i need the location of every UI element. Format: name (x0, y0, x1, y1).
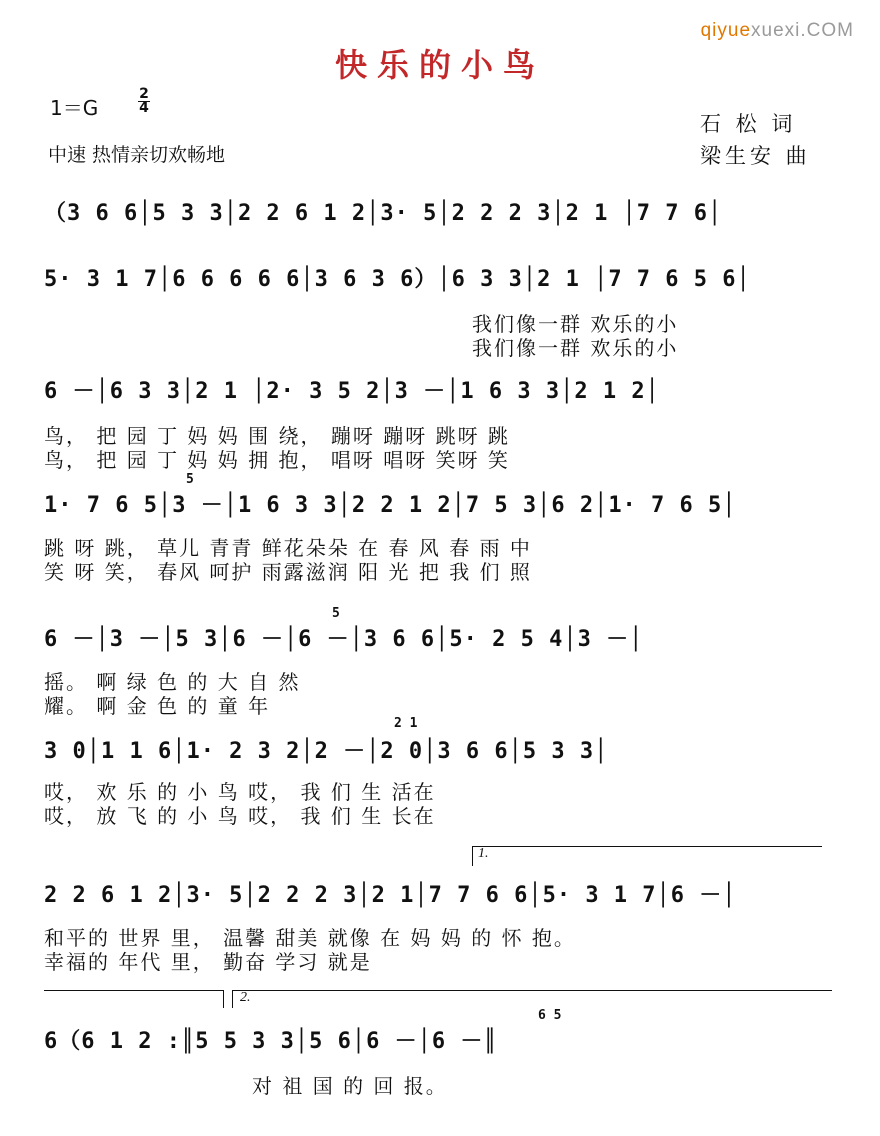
music-line-1: （3 6 6│5 3 3│2 2 6 1 2│3· 5│2 2 2 3│2 1 │7 7 6│ (44, 201, 723, 226)
lyricist-credit: 石 松 词 (700, 112, 797, 136)
volta-bracket-1 (472, 846, 822, 847)
lyric-line-3-verse-1: 鸟， 把 园 丁 妈 妈 围 绕， 蹦呀 蹦呀 跳呀 跳 (44, 424, 510, 448)
lyric-line-4-verse-2: 笑 呀 笑， 春风 呵护 雨露滋润 阳 光 把 我 们 照 (44, 560, 532, 584)
grace-note-3: 2 1 (394, 716, 418, 731)
music-line-8: 6（6 1 2 :║5 5 3 3│5 6│6 －│6 －║ (44, 1029, 498, 1054)
music-line-2: 5· 3 1 7│6 6 6 6 6│3 6 3 6）│6 3 3│2 1 │7 7 6 5 6│ (44, 267, 751, 292)
composer-credit: 梁生安 曲 (700, 144, 811, 168)
volta-bracket-2 (232, 990, 832, 991)
volta-label-2: 2. (240, 990, 251, 1005)
grace-note-4: 6 5 (538, 1008, 562, 1023)
volta-bracket-1-end (223, 990, 224, 1008)
lyric-line-6-verse-2: 哎， 放 飞 的 小 鸟 哎， 我 们 生 长在 (44, 804, 436, 828)
lyric-line-8-verse-1: 对 祖 国 的 回 报。 (252, 1074, 448, 1098)
music-line-3: 6 －│6 3 3│2 1 │2· 3 5 2│3 －│1 6 3 3│2 1 2│ (44, 379, 660, 404)
lyric-line-7-verse-1: 和平的 世界 里， 温馨 甜美 就像 在 妈 妈 的 怀 抱。 (44, 926, 576, 950)
volta-bracket-1-continued (44, 990, 224, 991)
grace-note-1: 5 (186, 472, 194, 487)
volta-bracket-1-start (472, 846, 473, 866)
grace-note-2: 5 (332, 606, 340, 621)
lyric-line-5-verse-2: 耀。 啊 金 色 的 童 年 (44, 694, 271, 718)
music-line-4: 1· 7 6 5│3 －│1 6 3 3│2 2 1 2│7 5 3│6 2│1· 7 6 5│ (44, 493, 737, 518)
lyric-line-5-verse-1: 摇。 啊 绿 色 的 大 自 然 (44, 670, 301, 694)
lyric-line-4-verse-1: 跳 呀 跳， 草儿 青青 鲜花朵朵 在 春 风 春 雨 中 (44, 536, 532, 560)
key-signature: 1＝G (50, 96, 99, 120)
lyric-line-3-verse-2: 鸟， 把 园 丁 妈 妈 拥 抱， 唱呀 唱呀 笑呀 笑 (44, 448, 510, 472)
music-line-5: 6 －│3 －│5 3│6 －│6 －│3 6 6│5· 2 5 4│3 －│ (44, 627, 644, 652)
music-line-6: 3 0│1 1 6│1· 2 3 2│2 －│2 0│3 6 6│5 3 3│ (44, 739, 609, 764)
volta-bracket-2-start (232, 990, 233, 1008)
site-watermark: qiyuexuexi.COM (700, 20, 854, 41)
song-title: 快乐的小鸟 (334, 46, 545, 84)
volta-label-1: 1. (478, 846, 489, 861)
music-line-7: 2 2 6 1 2│3· 5│2 2 2 3│2 1│7 7 6 6│5· 3 1 7│6 －│ (44, 883, 737, 908)
lyric-line-2-verse-2: 我们像一群 欢乐的小 (472, 336, 679, 360)
lyric-line-6-verse-1: 哎， 欢 乐 的 小 鸟 哎， 我 们 生 活在 (44, 780, 436, 804)
lyric-line-7-verse-2: 幸福的 年代 里， 勤奋 学习 就是 (44, 950, 372, 974)
tempo-marking: 中速 热情亲切欢畅地 (48, 144, 226, 166)
time-signature: 2 4 (139, 86, 149, 116)
lyric-line-2-verse-1: 我们像一群 欢乐的小 (472, 312, 679, 336)
